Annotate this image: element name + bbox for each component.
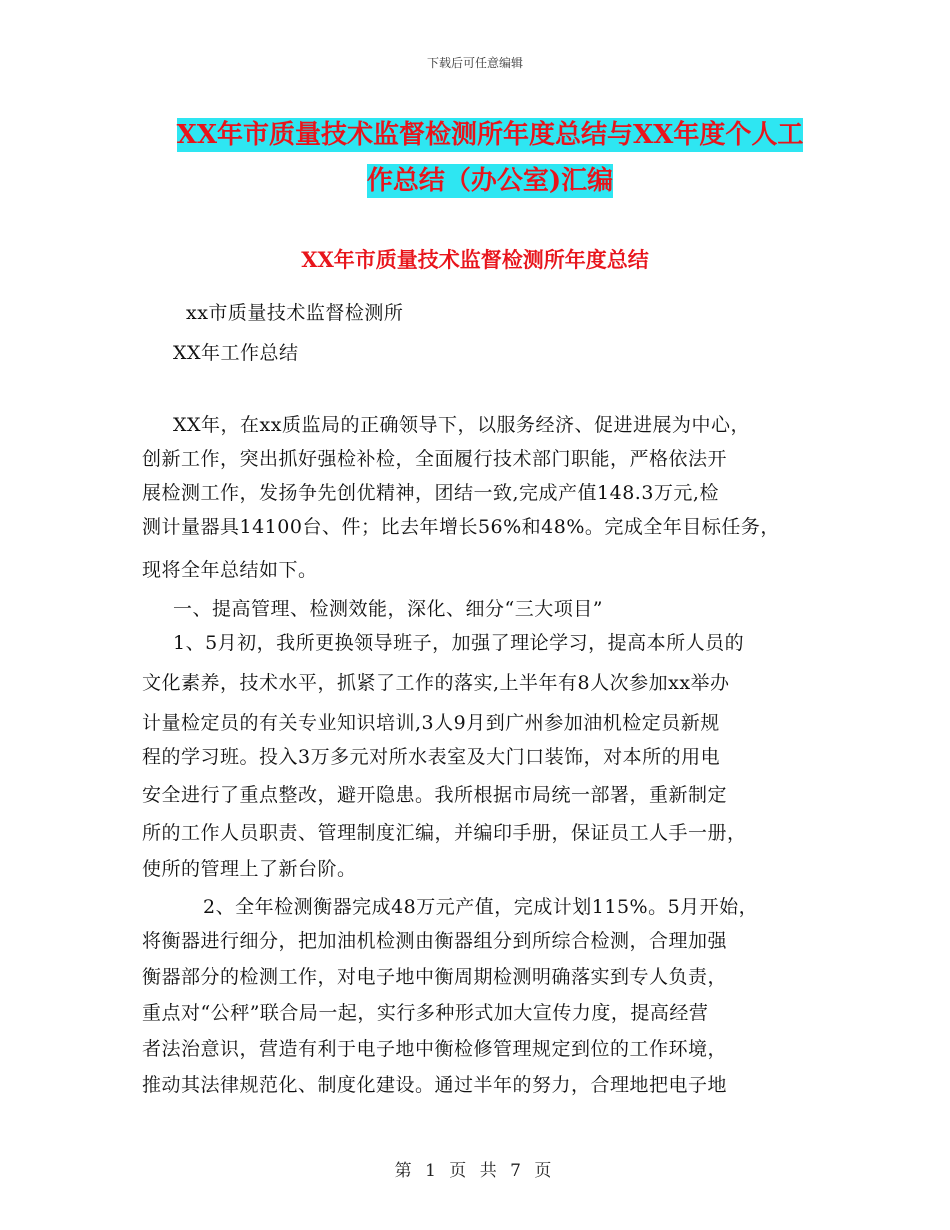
report-title-line: XX年工作总结 — [173, 342, 299, 364]
paragraph-line: 展检测工作，发扬争先创优精神，团结一致,完成产值148.3万元,检 — [142, 482, 719, 504]
section-heading: 一、提高管理、检测效能，深化、细分“三大项目” — [173, 598, 603, 620]
paragraph-line: 使所的管理上了新台阶。 — [142, 858, 357, 880]
paragraph-line: 创新工作，突出抓好强检补检，全面履行技术部门职能，严格依法开 — [142, 448, 728, 470]
paragraph-line: 安全进行了重点整改，避开隐患。我所根据市局统一部署，重新制定 — [142, 784, 728, 806]
paragraph-line: 文化素养，技术水平，抓紧了工作的落实,上半年有8人次参加xx举办 — [142, 672, 730, 694]
page-footer: 第 1 页 共 7 页 — [394, 1161, 556, 1181]
paragraph-line: 推动其法律规范化、制度化建设。通过半年的努力，合理地把电子地 — [142, 1074, 728, 1096]
paragraph-line: XX年，在xx质监局的正确领导下，以服务经济、促进进展为中心， — [173, 414, 750, 436]
paragraph-line: 1、5月初，我所更换领导班子，加强了理论学习，提高本所人员的 — [173, 632, 745, 654]
paragraph-line: 2、全年检测衡器完成48万元产值，完成计划115%。5月开始， — [203, 896, 759, 918]
document-title-line-2: 作总结（办公室)汇编 — [366, 166, 614, 196]
paragraph-line: 计量检定员的有关专业知识培训,3人9月到广州参加油机检定员新规 — [142, 712, 720, 734]
paragraph-line: 将衡器进行细分，把加油机检测由衡器组分到所综合检测，合理加强 — [142, 930, 728, 952]
document-title-line-1: XX年市质量技术监督检测所年度总结与XX年度个人工 — [176, 120, 804, 150]
header-note: 下载后可任意编辑 — [426, 56, 523, 70]
organization-line: xx市质量技术监督检测所 — [186, 302, 404, 324]
paragraph-line: 衡器部分的检测工作，对电子地中衡周期检测明确落实到专人负责， — [142, 966, 728, 988]
document-title — [140, 112, 840, 204]
paragraph-line: 所的工作人员职责、管理制度汇编，并编印手册，保证员工人手一册， — [142, 822, 747, 844]
section-title: XX年市质量技术监督检测所年度总结 — [301, 247, 649, 272]
paragraph-line: 重点对“公秤”联合局一起，实行多种形式加大宣传力度，提高经营 — [142, 1002, 709, 1024]
paragraph-line: 者法治意识，营造有利于电子地中衡检修管理规定到位的工作环境， — [142, 1038, 728, 1060]
paragraph-line: 程的学习班。投入3万多元对所水表室及大门口装饰，对本所的用电 — [142, 746, 721, 768]
paragraph-line: 测计量器具14100台、件；比去年增长56%和48%。完成全年目标任务， — [142, 516, 780, 538]
paragraph-line: 现将全年总结如下。 — [142, 559, 318, 581]
